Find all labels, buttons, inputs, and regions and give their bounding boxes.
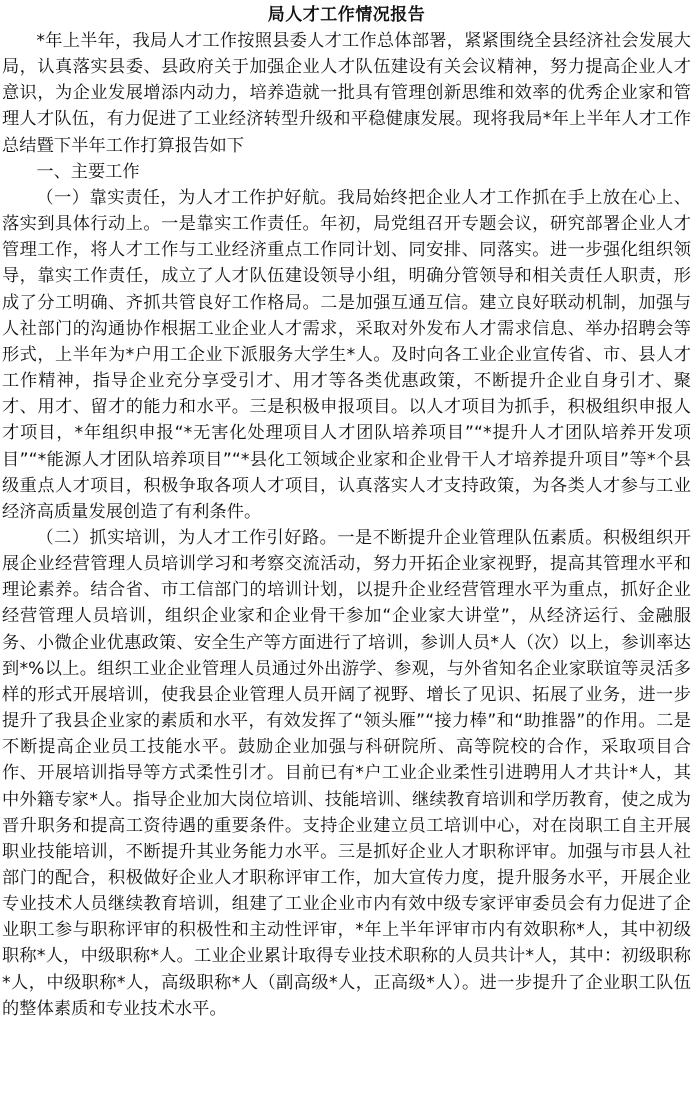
paragraph-training: （二）抓实培训，为人才工作引好路。一是不断提升企业管理队伍素质。积极组织开展企业经营管理人员培训学习和考察交流活动，努力开拓企业家视野，提高其管理水平和理论素养。结合省、市工信部门的培训计划，以提升企业经营管理水平为重点，抓好企业经营管理人员培训，组织企业家和企业骨干参加“企业家大讲堂”，从经济运行、金融服务、小微企业优惠政策、安全生产等方面进行了培训，参训人员*人（次）以上，参训率达到*%以上。组织工业企业管理人员通过外出游学、参观，与外省知名企业家联谊等灵活多样的形式开展培训，使我县企业管理人员开阔了视野、增长了见识、拓展了业务，进一步提升了我县企业家的素质和水平，有效发挥了“领头雁”“接力棒”和“助推器”的作用。二是不断提高企业员工技能水平。鼓励企业加强与科研院所、高等院校的合作，采取项目合作、开展培训指导等方式柔性引才。目前已有*户工业企业柔性引进聘用人才共计*人，其中外籍专家*人。指导企业加大岗位培训、技能培训、继续教育培训和学历教育，使之成为晋升职务和提高工资待遇的重要条件。支持企业建立员工培训中心，对在岗职工自主开展职业技能培训，不断提升其业务能力水平。三是抓好企业人才职称评审。加强与市县人社部门的配合，积极做好企业人才职称评审工作，加大宣传力度，提升服务水平，开展企业专业技术人员继续教育培训，组建了工业企业市内有效中级专家评审委员会有力促进了企业职工参与职称评审的积极性和主动性评审，*年上半年评审市内有效职称*人，其中初级职称*人，中级职称*人。工业企业累计取得专业技术职称的人员共计*人，其中：初级职称*人，中级职称*人，高级职称*人（副高级*人，正高级*人）。进一步提升了企业职工队伍的整体素质和专业技术水平。: [2, 527, 691, 1019]
document-title: 局人才工作情况报告: [267, 5, 426, 25]
paragraph-responsibility: （一）靠实责任，为人才工作护好航。我局始终把企业人才工作抓在手上放在心上、落实到具体行动上。一是靠实工作责任。年初，局党组召开专题会议，研究部署企业人才管理工作，将人才工作与工业经济重点工作同计划、同安排、同落实。进一步强化组织领导，靠实工作责任，成立了人才队伍建设领导小组，明确分管领导和相关责任人职责，形成了分工明确、齐抓共管良好工作格局。二是加强互通互信。建立良好联动机制，加强与人社部门的沟通协作根据工业企业人才需求，采取对外发布人才需求信息、举办招聘会等形式，上半年为*户用工企业下派服务大学生*人。及时向各工业企业宣传省、市、县人才工作精神，指导企业充分享受引才、用才等各类优惠政策，不断提升企业自身引才、聚才、用才、留才的能力和水平。三是积极申报项目。以人才项目为抓手，积极组织申报人才项目，*年组织申报“*无害化处理项目人才团队培养项目”“*提升人才团队培养开发项目”“*能源人才团队培养项目”“*县化工领域企业家和企业骨干人才培养提升项目”等*个县级重点人才项目，积极争取各项人才项目，认真落实人才支持政策，为各类人才参与工业经济高质量发展创造了有利条件。: [2, 187, 691, 522]
section-heading-main-work: 一、主要工作: [36, 161, 140, 182]
intro-paragraph: *年上半年，我局人才工作按照县委人才工作总体部署，紧紧围绕全县经济社会发展大局，认真落实县委、县政府关于加强企业人才队伍建设有关会议精神，努力提高企业人才意识，为企业发展增添内动力，培养造就一批具有管理创新思维和效率的优秀企业家和管理人才队伍，有力促进了工业经济转型升级和平稳健康发展。现将我局*年上半年人才工作总结暨下半年工作打算报告如下: [2, 31, 691, 156]
